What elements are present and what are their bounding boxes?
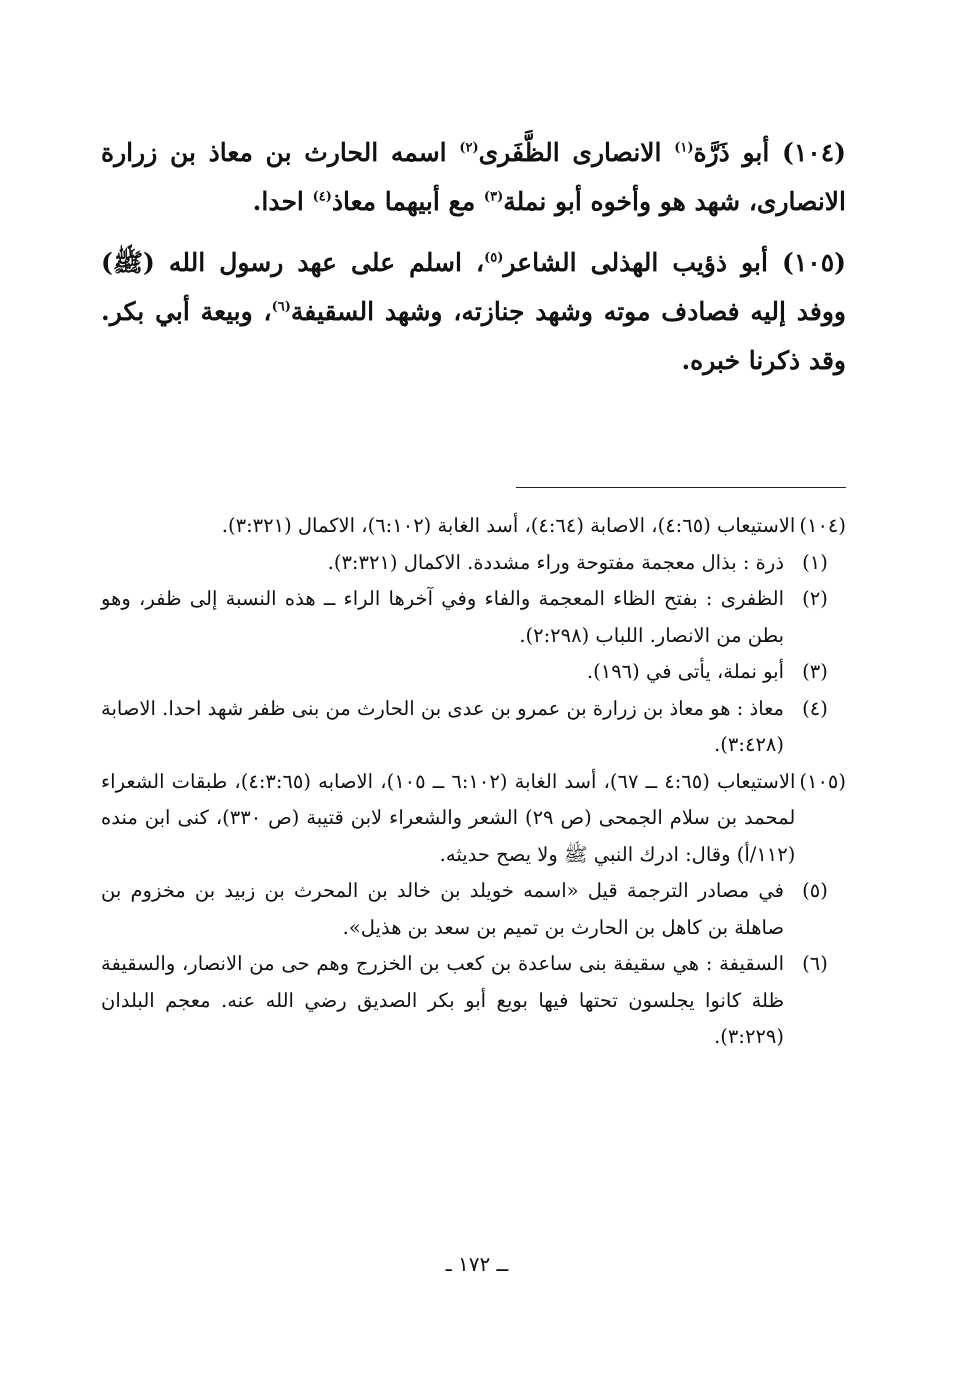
entry-number: (١٠٥) [782,248,846,277]
entry-text: ، وبيعة أبي بكر. وقد ذكرنا خبره. [101,297,846,375]
footnote-text: الاستيعاب (٤:٦٥)، الاصابة (٤:٦٤)، أسد الغابة (٦:١٠٢)، الاكمال (٣:٣٢١). [221,514,796,537]
footnote-3 [101,654,846,691]
footnote-number: (١٠٥) [799,769,846,793]
footnote-text: في مصادر الترجمة قيل «اسمه خويلد بن خالد بن المحرث بن زبيد بن مخزوم بن صاهلة بن كاهل بن الحارث بن تميم بن سعد بن هذيل». [101,879,784,939]
footnote-number: (١٠٤) [799,514,846,537]
footnote-text: معاذ : هو معاذ بن زرارة بن عمرو بن عدى بن الحارث من بنى ظفر شهد احدا. الاصابة (٣:٤٢٨). [101,696,784,756]
main-text [101,128,846,385]
footnotes [101,508,846,1056]
entry-text: اسمه الحارث بن معاذ بن زرارة الانصارى، شهد هو وأخوه أبو نملة [101,138,846,216]
footnote-104 [101,508,846,545]
entry-text: أبو ذؤيب الهذلى الشاعر [503,248,783,277]
page-number: ــ ١٧٢ ـ [445,1252,509,1276]
footnote-text: الاستيعاب (٤:٦٥ ــ ٦٧)، أسد الغابة (٦:١٠٢ ــ ١٠٥)، الاصابه (٤:٣:٦٥)، طبقات الشعراء لمحمد بن سلام الجمحى (ص ٢٩) الشعر والشعراء لابن قتيبة (ص ٣٣٠)، كنى ابن منده (١١٢/أ) وقال: ادرك النبي ﷺ ولا يصح حديثه. [101,769,796,866]
footnote-marker[interactable]: (٦) [271,299,291,315]
footnote-marker[interactable]: (٥) [484,250,504,266]
footnote-marker[interactable]: (٣) [483,189,504,205]
footnote-number: (٦) [802,952,828,975]
footnote-number: (٤) [802,696,828,720]
entry-105 [101,238,846,385]
footnote-text: أبو نملة، يأتى في (١٩٦). [586,660,784,683]
footnote-1 [101,545,846,582]
footnote-text: السقيفة : هي سقيفة بنى ساعدة بن كعب بن الخزرج وهم حى من الانصار، والسقيفة ظلة كانوا يجلسون تحتها فيها بويع أبو بكر الصديق رضي الله عنه. معجم البلدان (٣:٢٢٩). [101,952,784,1048]
footnote-marker[interactable]: (٤) [312,189,332,205]
entry-text: احدا. [252,187,313,216]
entry-text: ، اسلم على عهد رسول الله (ﷺ) ووفد إليه فصادف موته وشهد جنازته، وشهد السقيفة [101,248,846,326]
footnote-text: ذرة : بذال معجمة مفتوحة وراء مشددة. الاكمال (٣:٣٢١). [327,550,784,574]
entry-number: (١٠٤) [782,138,846,167]
footnote-number: (٥) [802,879,828,902]
footnote-number: (١) [802,550,828,574]
entry-text: مع أبيهما معاذ [331,187,484,216]
entry-text: أبو ذَرَّة [693,138,783,167]
footnote-number: (٣) [802,660,828,683]
footnote-number: (٢) [802,587,828,610]
entry-text: الانصارى الظَّفَرى [478,138,675,167]
footnote-2 [101,581,846,654]
footnote-105 [101,764,846,874]
footnote-5 [101,873,846,946]
footnote-text: الظفرى : بفتح الظاء المعجمة والفاء وفي آخرها الراء ــ هذه النسبة إلى ظفر، وهو بطن من الانصار. اللباب (٢:٢٩٨). [101,587,784,647]
footnote-marker[interactable]: (٢) [459,140,479,156]
entry-104 [101,128,846,226]
footnote-separator [516,487,846,488]
footnote-6 [101,946,846,1056]
footnote-marker[interactable]: (١) [674,140,694,156]
footnote-4 [101,691,846,764]
